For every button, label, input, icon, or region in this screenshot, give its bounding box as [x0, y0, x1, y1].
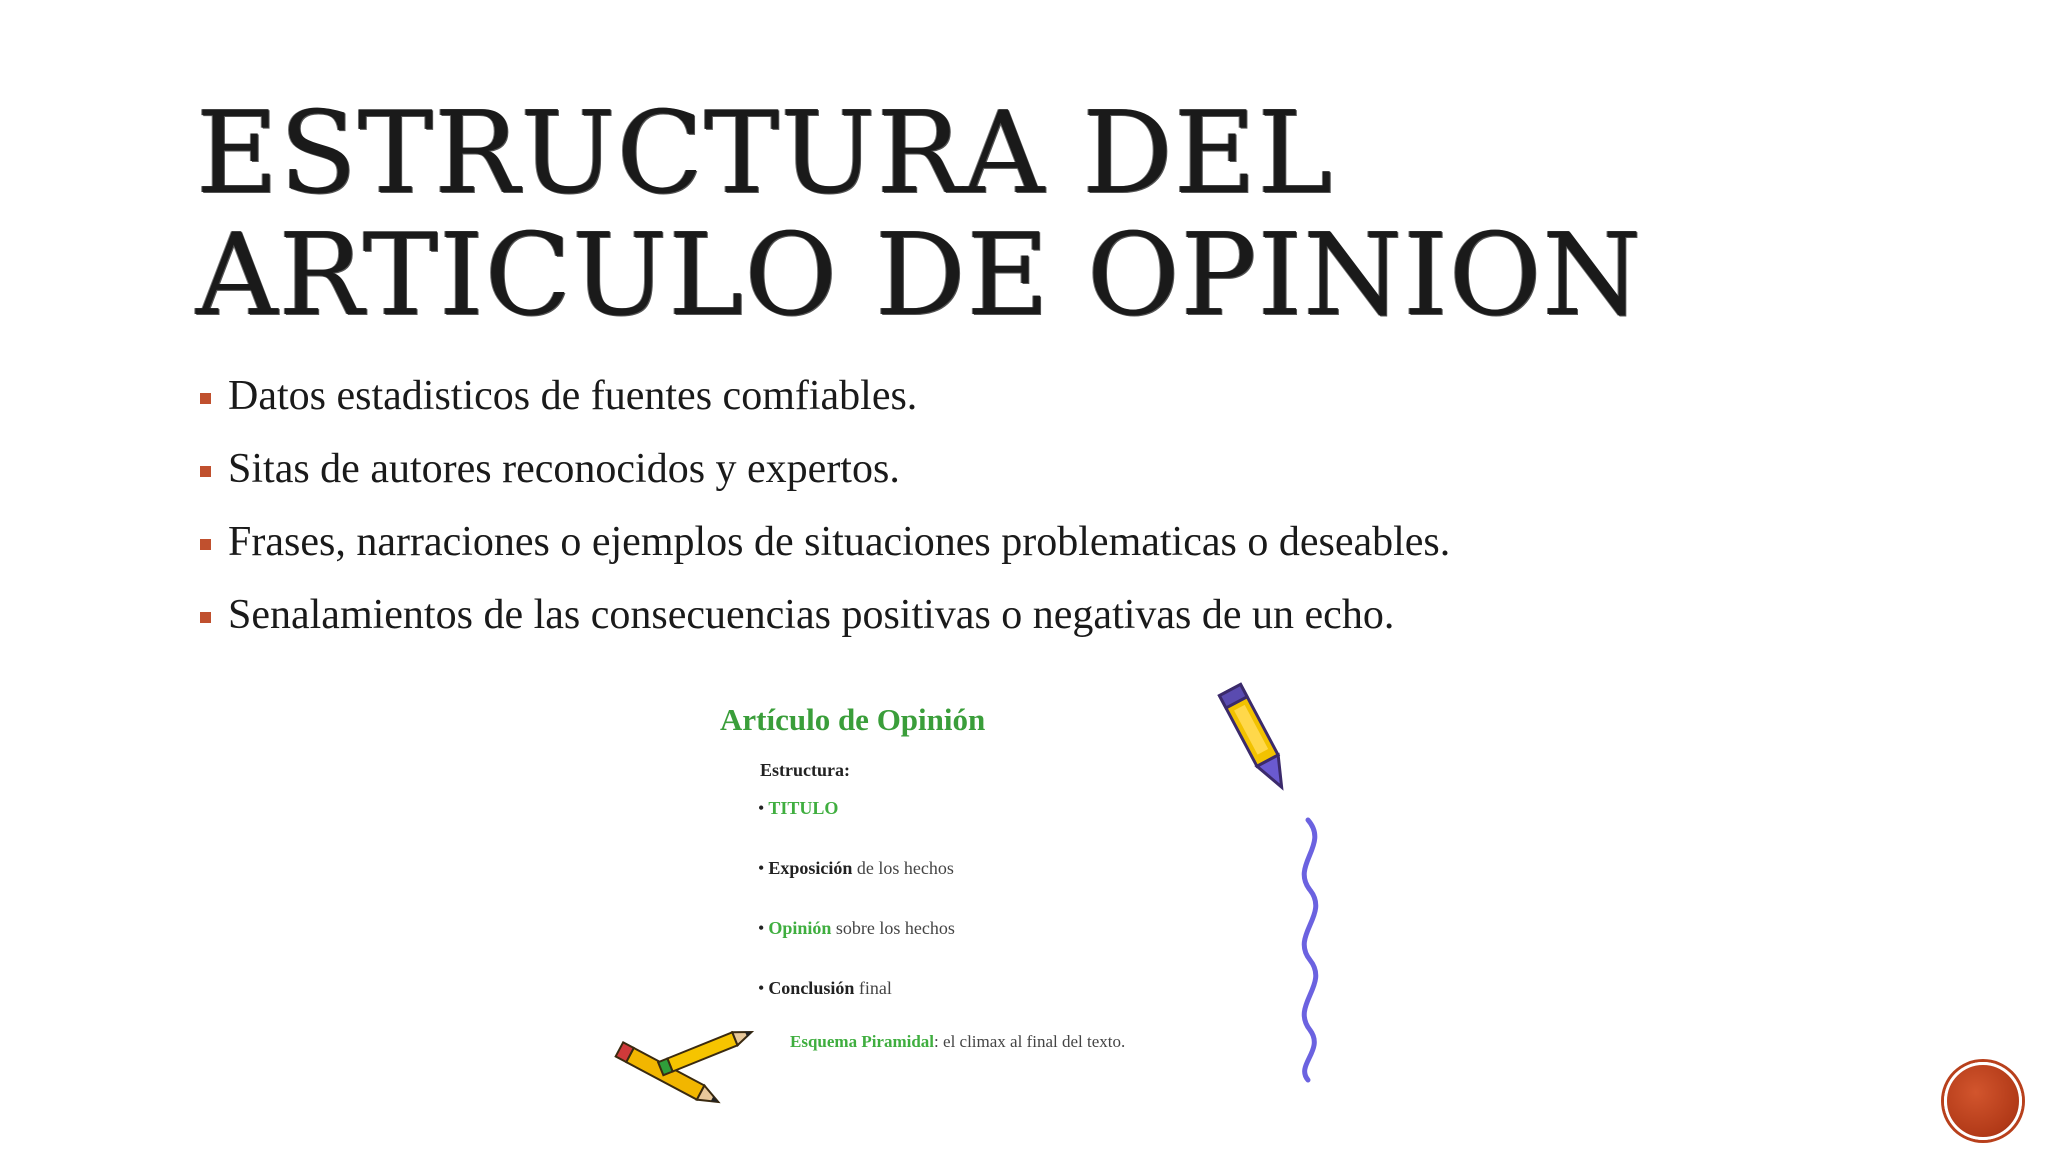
figure-item: [758, 858, 954, 879]
slide-title-line-1: ESTRUCTURA DEL: [196, 87, 1334, 219]
figure-item-rest: sobre los hechos: [831, 918, 955, 938]
pencils-icon: [616, 1026, 755, 1109]
slide-title-line-2: ARTICULO DE OPINION: [196, 209, 1643, 341]
figure-item-key: Conclusión: [768, 978, 855, 998]
article-structure-image: [590, 670, 1350, 1140]
figure-footer-rest: : el climax al final del texto.: [934, 1032, 1126, 1051]
bullet-item: [196, 579, 1956, 652]
crayon-icon: [1219, 684, 1292, 792]
figure-item-key: TITULO: [768, 798, 839, 818]
figure-item: [758, 798, 838, 819]
slide-title: [196, 87, 1896, 341]
bullet-square-icon: [200, 466, 211, 477]
bullet-text: Senalamientos de las consecuencias positivas o negativas de un echo.: [228, 592, 1395, 638]
bullet-text: Frases, narraciones o ejemplos de situaciones problematicas o deseables.: [228, 519, 1451, 565]
bullet-square-icon: [200, 612, 211, 623]
bullet-item: [196, 433, 1956, 506]
figure-title: Artículo de Opinión: [720, 702, 986, 737]
bullet-square-icon: [200, 539, 211, 550]
bullet-list: [196, 360, 1956, 652]
figure-item-bullet: •: [758, 858, 765, 878]
figure-footer: [790, 1032, 1125, 1052]
squiggle-line-icon: [1304, 820, 1316, 1080]
bullet-text: Datos estadisticos de fuentes comfiables.: [228, 373, 918, 419]
figure-item: [758, 918, 955, 939]
bullet-text: Sitas de autores reconocidos y expertos.: [228, 446, 900, 492]
figure-item-bullet: •: [758, 798, 765, 818]
bullet-item: [196, 506, 1956, 579]
next-slide-button[interactable]: [1944, 1062, 2022, 1140]
figure-item: [758, 978, 892, 999]
figure-subtitle: Estructura:: [760, 760, 850, 780]
figure-item-rest: de los hechos: [852, 858, 954, 878]
bullet-item: [196, 360, 1956, 433]
bullet-square-icon: [200, 393, 211, 404]
figure-item-key: Opinión: [768, 918, 832, 938]
figure-item-bullet: •: [758, 978, 765, 998]
figure-footer-key: Esquema Piramidal: [790, 1032, 935, 1051]
clipart-illustration: [590, 670, 1350, 1140]
figure-item-key: Exposición: [768, 858, 853, 878]
figure-item-bullet: •: [758, 918, 765, 938]
figure-item-rest: final: [854, 978, 892, 998]
